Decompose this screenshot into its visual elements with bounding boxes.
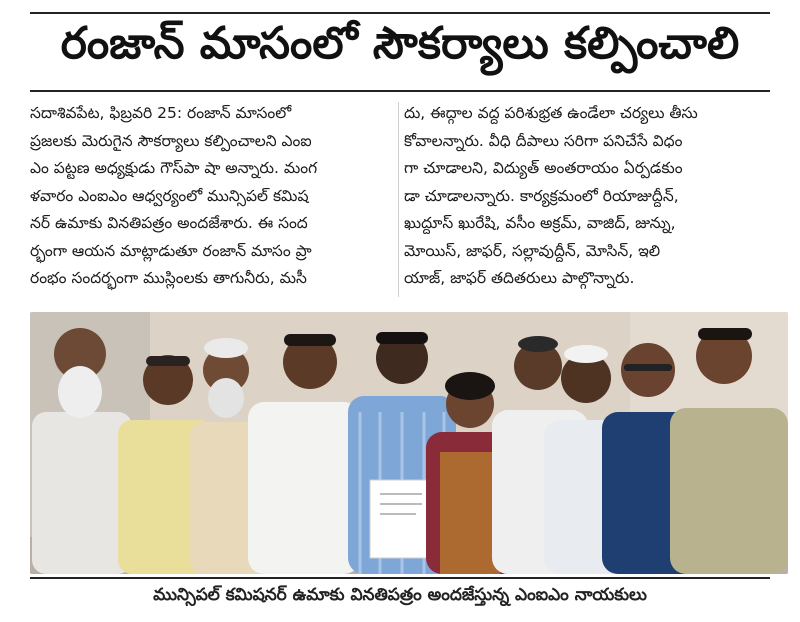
caption-rule	[30, 577, 770, 579]
article-line: నర్ ఉమాకు వినతిపత్రం అందజేశారు. ఈ సంద	[30, 214, 308, 232]
article-line: ప్రజలకు మెరుగైన సౌకర్యాలు కల్పించాలని ఎంఐ	[30, 131, 312, 150]
article-line: దు, ఈద్గాల వద్ద పరిశుభ్రత ఉండేలా చర్యలు తీసు	[404, 104, 698, 122]
memorandum-paper	[370, 480, 432, 558]
headline-rule	[30, 90, 770, 92]
article-line: ర్భంగా ఆయన మాట్లాడుతూ రంజాన్ మాసం ప్రా	[30, 241, 312, 260]
article-column-left	[30, 100, 398, 293]
article-line: యాజ్, జాఫర్ తదితరులు పాల్గొన్నారు.	[404, 269, 635, 287]
article-line: డా చూడాలన్నారు. కార్యక్రమంలో రియాజుద్దీన్,	[404, 186, 679, 205]
article-line: మోయిస్, జాఫర్, సల్లావుద్దీన్, మోసిన్, ఇలి	[404, 241, 661, 260]
group-photo	[30, 312, 788, 574]
headline: రంజాన్ మాసంలో సౌకర్యాలు కల్పించాలి	[60, 18, 740, 69]
column-divider	[398, 102, 399, 297]
article-line: రంభం సందర్భంగా ముస్లింలకు తాగునీరు, మసీ	[30, 269, 307, 287]
photo-caption: మున్సిపల్ కమిషనర్ ఉమాకు వినతిపత్రం అందజేస్తున్న ఎంఐఎం నాయకులు	[153, 585, 647, 605]
article-line: సదాశివపేట, ఫిబ్రవరి 25: రంజాన్ మాసంలో	[30, 104, 292, 122]
article-line: గా చూడాలని, విద్యుత్ అంతరాయం ఏర్పడకుం	[404, 159, 683, 177]
article-line: ఖుద్దూస్ ఖురేషి, వసీం అక్రమ్, వాజిద్, జున్ను,	[404, 214, 676, 232]
article-column-right	[404, 100, 772, 293]
news-photo	[30, 312, 788, 574]
article-line: ఎం పట్టణ అధ్యక్షుడు గౌస్‌పా షా అన్నారు. మంగ	[30, 159, 318, 177]
article-line: కోవాలన్నారు. వీధి దీపాలు సరిగా పనిచేసే విధం	[404, 131, 683, 150]
article-line: ళవారం ఎంఐఎం ఆధ్వర్యంలో మున్సిపల్ కమిష	[30, 186, 309, 205]
